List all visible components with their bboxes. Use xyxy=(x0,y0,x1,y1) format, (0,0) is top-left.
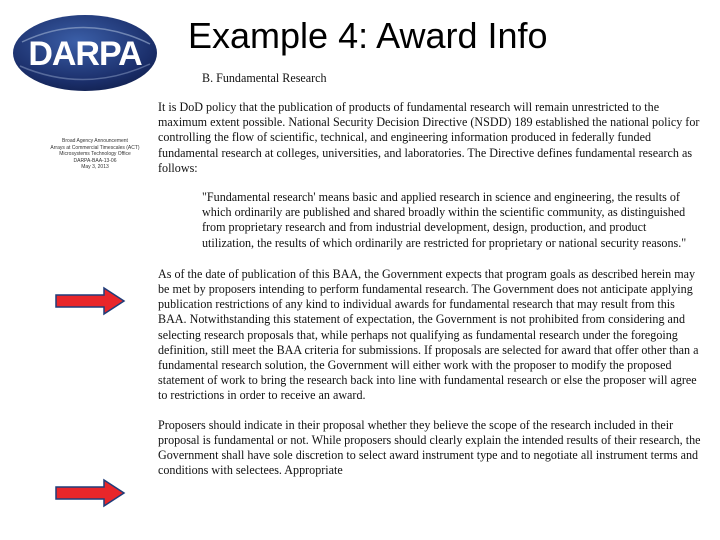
baa-info-line: Broad Agency Announcement xyxy=(62,138,128,144)
paragraph-expectation: As of the date of publication of this BAA, the Government expects that program goals as described herein may be met by proposers intending to perform fundamental research. The Government does not anticipate applying publication restrictions of any kind to individual awards for fundamental research that may result from this BAA. Notwithstanding this statement of expectation, the Government is not prohibited from considering and selecting research proposals that, while perhaps not qualifying as fundamental research under the foregoing definition, still meet the BAA criteria for submissions. If proposals are selected for award that offer other than a fundamental research solution, the Government will either work with the proposer to modify the proposed statement of work to bring the research back into line with fundamental research or else the proposer will agree to restrictions in order to receive an award. xyxy=(158,266,699,403)
slide-title: Example 4: Award Info xyxy=(188,15,548,56)
logo-text: DARPA xyxy=(28,35,142,73)
baa-info-line: May 3, 2013 xyxy=(81,164,109,171)
right-arrow-icon xyxy=(54,478,126,508)
right-arrow-icon xyxy=(54,286,126,316)
baa-info xyxy=(40,138,150,171)
paragraph-proposers: Proposers should indicate in their proposal whether they believe the scope of the research included in their proposal is fundamental or not. While proposers should clearly explain the intended results of their research, the Government shall have sole discretion to select award instrument type and to negotiate all instrument terms and conditions with selectees. Appropriate xyxy=(158,417,701,478)
section-heading: B. Fundamental Research xyxy=(202,71,327,85)
baa-info-line: DARPA-BAA-13-06 xyxy=(73,157,117,164)
baa-info-line: Arrays at Commercial Timescales (ACT) xyxy=(50,144,140,151)
darpa-logo-graphic xyxy=(12,14,158,92)
darpa-logo xyxy=(12,14,158,92)
paragraph-quote: "Fundamental research' means basic and applied research in science and engineering, the results of which ordinarily are published and shared broadly within the scientific community, as distinguished from proprietary research and from industrial development, design, production, and product utilization, the results of which ordinarily are restricted for proprietary or national security reasons." xyxy=(202,190,687,250)
document-excerpt xyxy=(158,70,706,540)
paragraph-policy: It is DoD policy that the publication of products of fundamental research will remain unrestricted to the maximum extent possible. National Security Decision Directive (NSDD) 189 established the national policy for controlling the flow of scientific, technical, and engineering information produced in federally funded fundamental research at colleges, universities, and laboratories. The Directive defines fundamental research as follows: xyxy=(158,100,700,175)
baa-info-line: Microsystems Technology Office xyxy=(59,151,131,158)
